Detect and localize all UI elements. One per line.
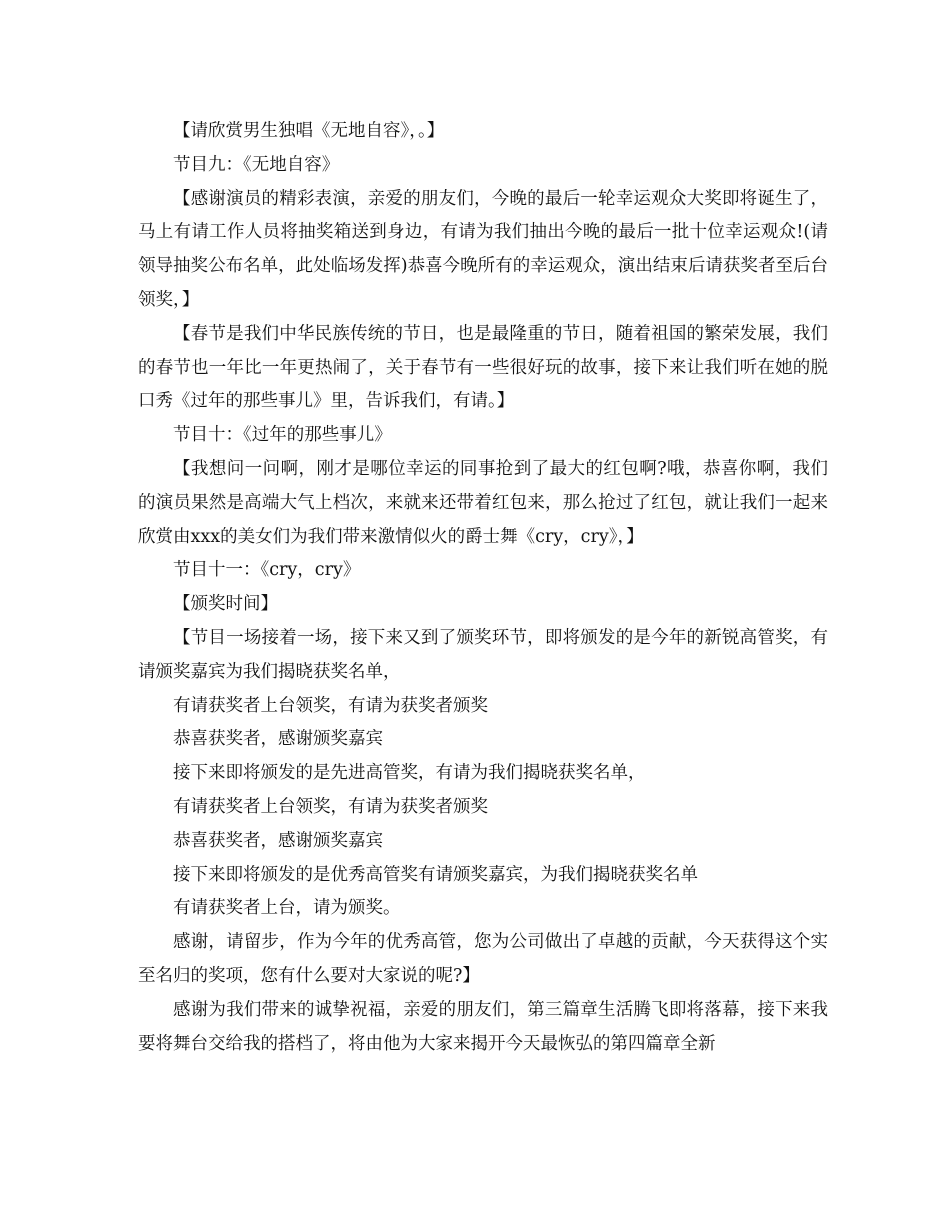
paragraph: 有请获奖者上台领奖，有请为获奖者颁奖 (173, 695, 488, 716)
paragraph: 有请获奖者上台领奖，有请为获奖者颁奖 (173, 796, 488, 817)
paragraph: 感谢，请留步，作为今年的优秀高管，您为公司做出了卓越的贡献，今天获得这个实至名归的奖项，您有什么要对大家说的呢?】 (138, 932, 828, 986)
document-body (138, 115, 828, 1061)
paragraph: 节目十一：《cry，cry》 (173, 560, 361, 581)
paragraph: 接下来即将颁发的是优秀高管奖有请颁奖嘉宾，为我们揭晓获奖名单 (173, 864, 698, 885)
paragraph: 恭喜获奖者，感谢颁奖嘉宾 (173, 729, 383, 750)
paragraph: 节目十：《过年的那些事儿》 (173, 425, 392, 446)
paragraph: 【感谢演员的精彩表演，亲爱的朋友们，今晚的最后一轮幸运观众大奖即将诞生了，马上有请工作人员将抽奖箱送到身边，有请为我们抽出今晚的最后一批十位幸运观众!(请领导抽奖公布名单，此处临场发挥)恭喜今晚所有的幸运观众，演出结束后请获奖者至后台领奖，】 (138, 188, 828, 310)
paragraph: 【春节是我们中华民族传统的节日，也是最隆重的节日，随着祖国的繁荣发展，我们的春节也一年比一年更热闹了，关于春节有一些很好玩的故事，接下来让我们听在她的脱口秀《过年的那些事儿》里，告诉我们，有请。】 (138, 323, 828, 412)
paragraph: 节目九：《无地自容》 (173, 154, 340, 175)
paragraph: 有请获奖者上台，请为颁奖。 (173, 898, 401, 919)
paragraph: 恭喜获奖者，感谢颁奖嘉宾 (173, 830, 383, 851)
paragraph: 【节目一场接着一场，接下来又到了颁奖环节，即将颁发的是今年的新锐高管奖，有请颁奖嘉宾为我们揭晓获奖名单， (138, 627, 828, 682)
paragraph: 【我想问一问啊，刚才是哪位幸运的同事抢到了最大的红包啊?哦，恭喜你啊，我们的演员果然是高端大气上档次，来就来还带着红包来，那么抢过了红包，就让我们一起来欣赏由xxx的美女们为我们带来激情似火的爵士舞《cry，cry》，】 (138, 458, 828, 547)
paragraph: 【颁奖时间】 (173, 594, 278, 615)
paragraph: 感谢为我们带来的诚挚祝福，亲爱的朋友们，第三篇章生活腾飞即将落幕，接下来我要将舞台交给我的搭档了，将由他为大家来揭开今天最恢弘的第四篇章全新 (138, 999, 828, 1054)
paragraph: 接下来即将颁发的是先进高管奖，有请为我们揭晓获奖名单， (173, 763, 646, 784)
paragraph: 【请欣赏男生独唱《无地自容》，。】 (173, 121, 445, 141)
